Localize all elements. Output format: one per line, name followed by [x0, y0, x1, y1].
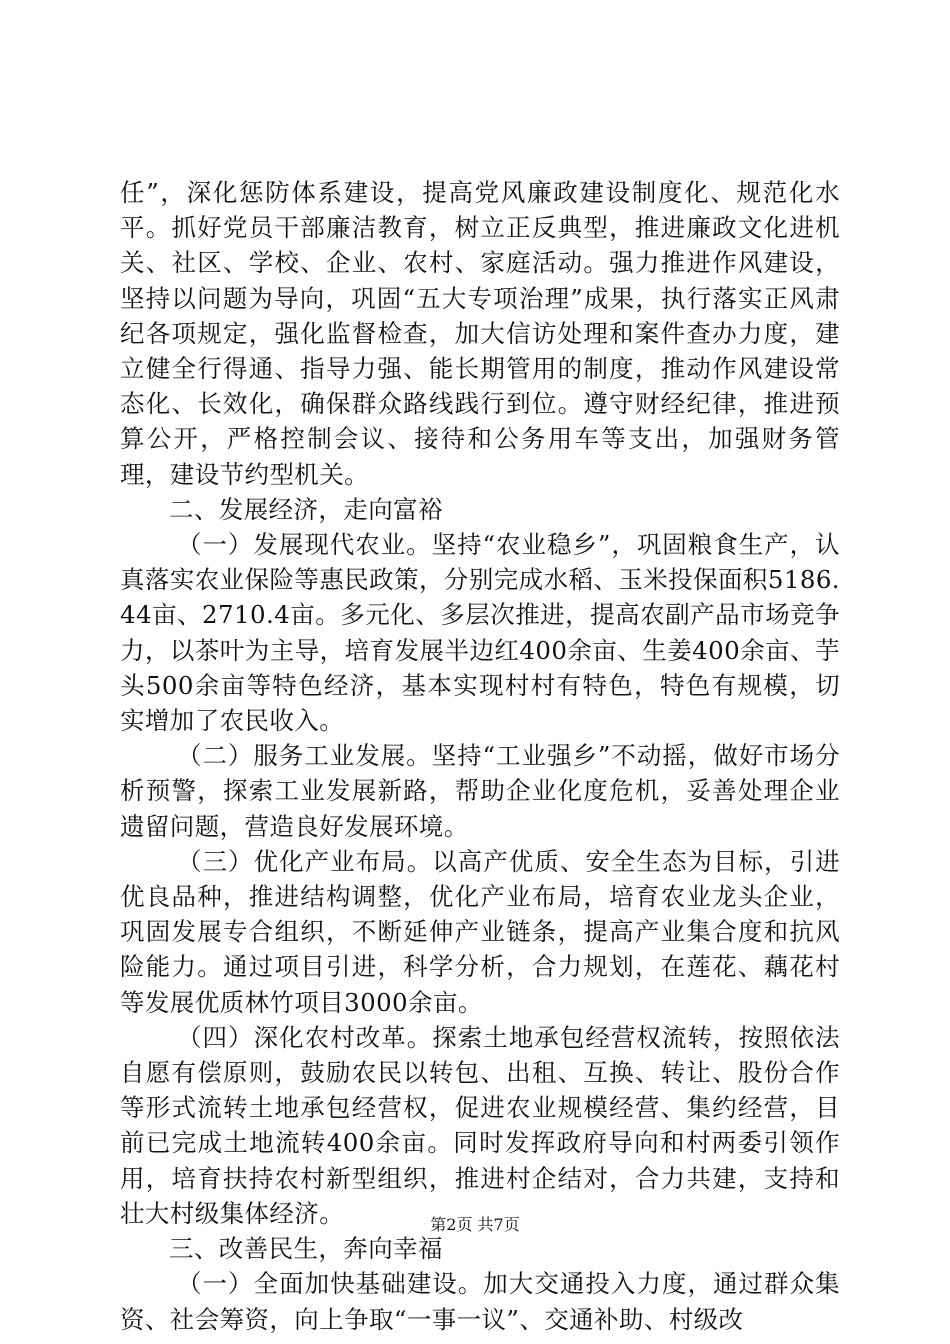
paragraph-modern-agriculture: （一）发展现代农业。坚持“农业稳乡”，巩固粮食生产，认真落实农业保险等惠民政策，分别完成水稻、玉米投保面积5186.44亩、2710.4亩。多元化、多层次推进，提高农副产品市场竞争力，以茶叶为主导，培育发展半边红400余亩、生姜400余亩、芋头500余亩等特色经济，基本实现村村有特色，特色有规模，切实增加了农民收入。 — [120, 530, 840, 736]
paragraph-rural-reform: （四）深化农村改革。探索土地承包经营权流转，按照依法自愿有偿原则，鼓励农民以转包、出租、互换、转让、股份合作等形式流转土地承包经营权，促进农业规模经营、集约经营，目前已完成土地流转400余亩。同时发挥政府导向和村两委引领作用，培育扶持农村新型组织，推进村企结对，合力共建，支持和壮大村级集体经济。 — [120, 1022, 840, 1228]
document-body — [120, 175, 840, 1337]
section-heading-livelihood: 三、改善民生，奔向幸福 — [169, 1234, 443, 1264]
section-heading-economy: 二、发展经济，走向富裕 — [169, 494, 443, 524]
paragraph-infrastructure: （一）全面加快基础建设。加大交通投入力度，通过群众集资、社会筹资，向上争取“一事一议”、交通补助、村级改 — [120, 1269, 840, 1334]
paragraph-industry-service: （二）服务工业发展。坚持“工业强乡”不动摇，做好市场分析预警，探索工业发展新路，帮助企业化度危机，妥善处理企业遗留问题，营造良好发展环境。 — [120, 741, 840, 841]
paragraph-industrial-layout: （三）优化产业布局。以高产优质、安全生态为目标，引进优良品种，推进结构调整，优化产业布局，培育农业龙头企业，巩固发展专合组织，不断延伸产业链条，提高产业集合度和抗风险能力。通过项目引进，科学分析，合力规划，在莲花、藕花村等发展优质林竹项目3000余亩。 — [120, 846, 840, 1017]
paragraph-integrity-continued: 任”，深化惩防体系建设，提高党风廉政建设制度化、规范化水平。抓好党员干部廉洁教育，树立正反典型，推进廉政文化进机关、社区、学校、企业、农村、家庭活动。强力推进作风建设，坚持以问题为导向，巩固“五大专项治理”成果，执行落实正风肃纪各项规定，强化监督检查，加大信访处理和案件查办力度，建立健全行得通、指导力强、能长期管用的制度，推动作风建设常态化、长效化，确保群众路线践行到位。遵守财经纪律，推进预算公开，严格控制会议、接待和公务用车等支出，加强财务管理，建设节约型机关。 — [120, 178, 840, 489]
page-footer: 第2页 共7页 — [430, 1215, 520, 1234]
